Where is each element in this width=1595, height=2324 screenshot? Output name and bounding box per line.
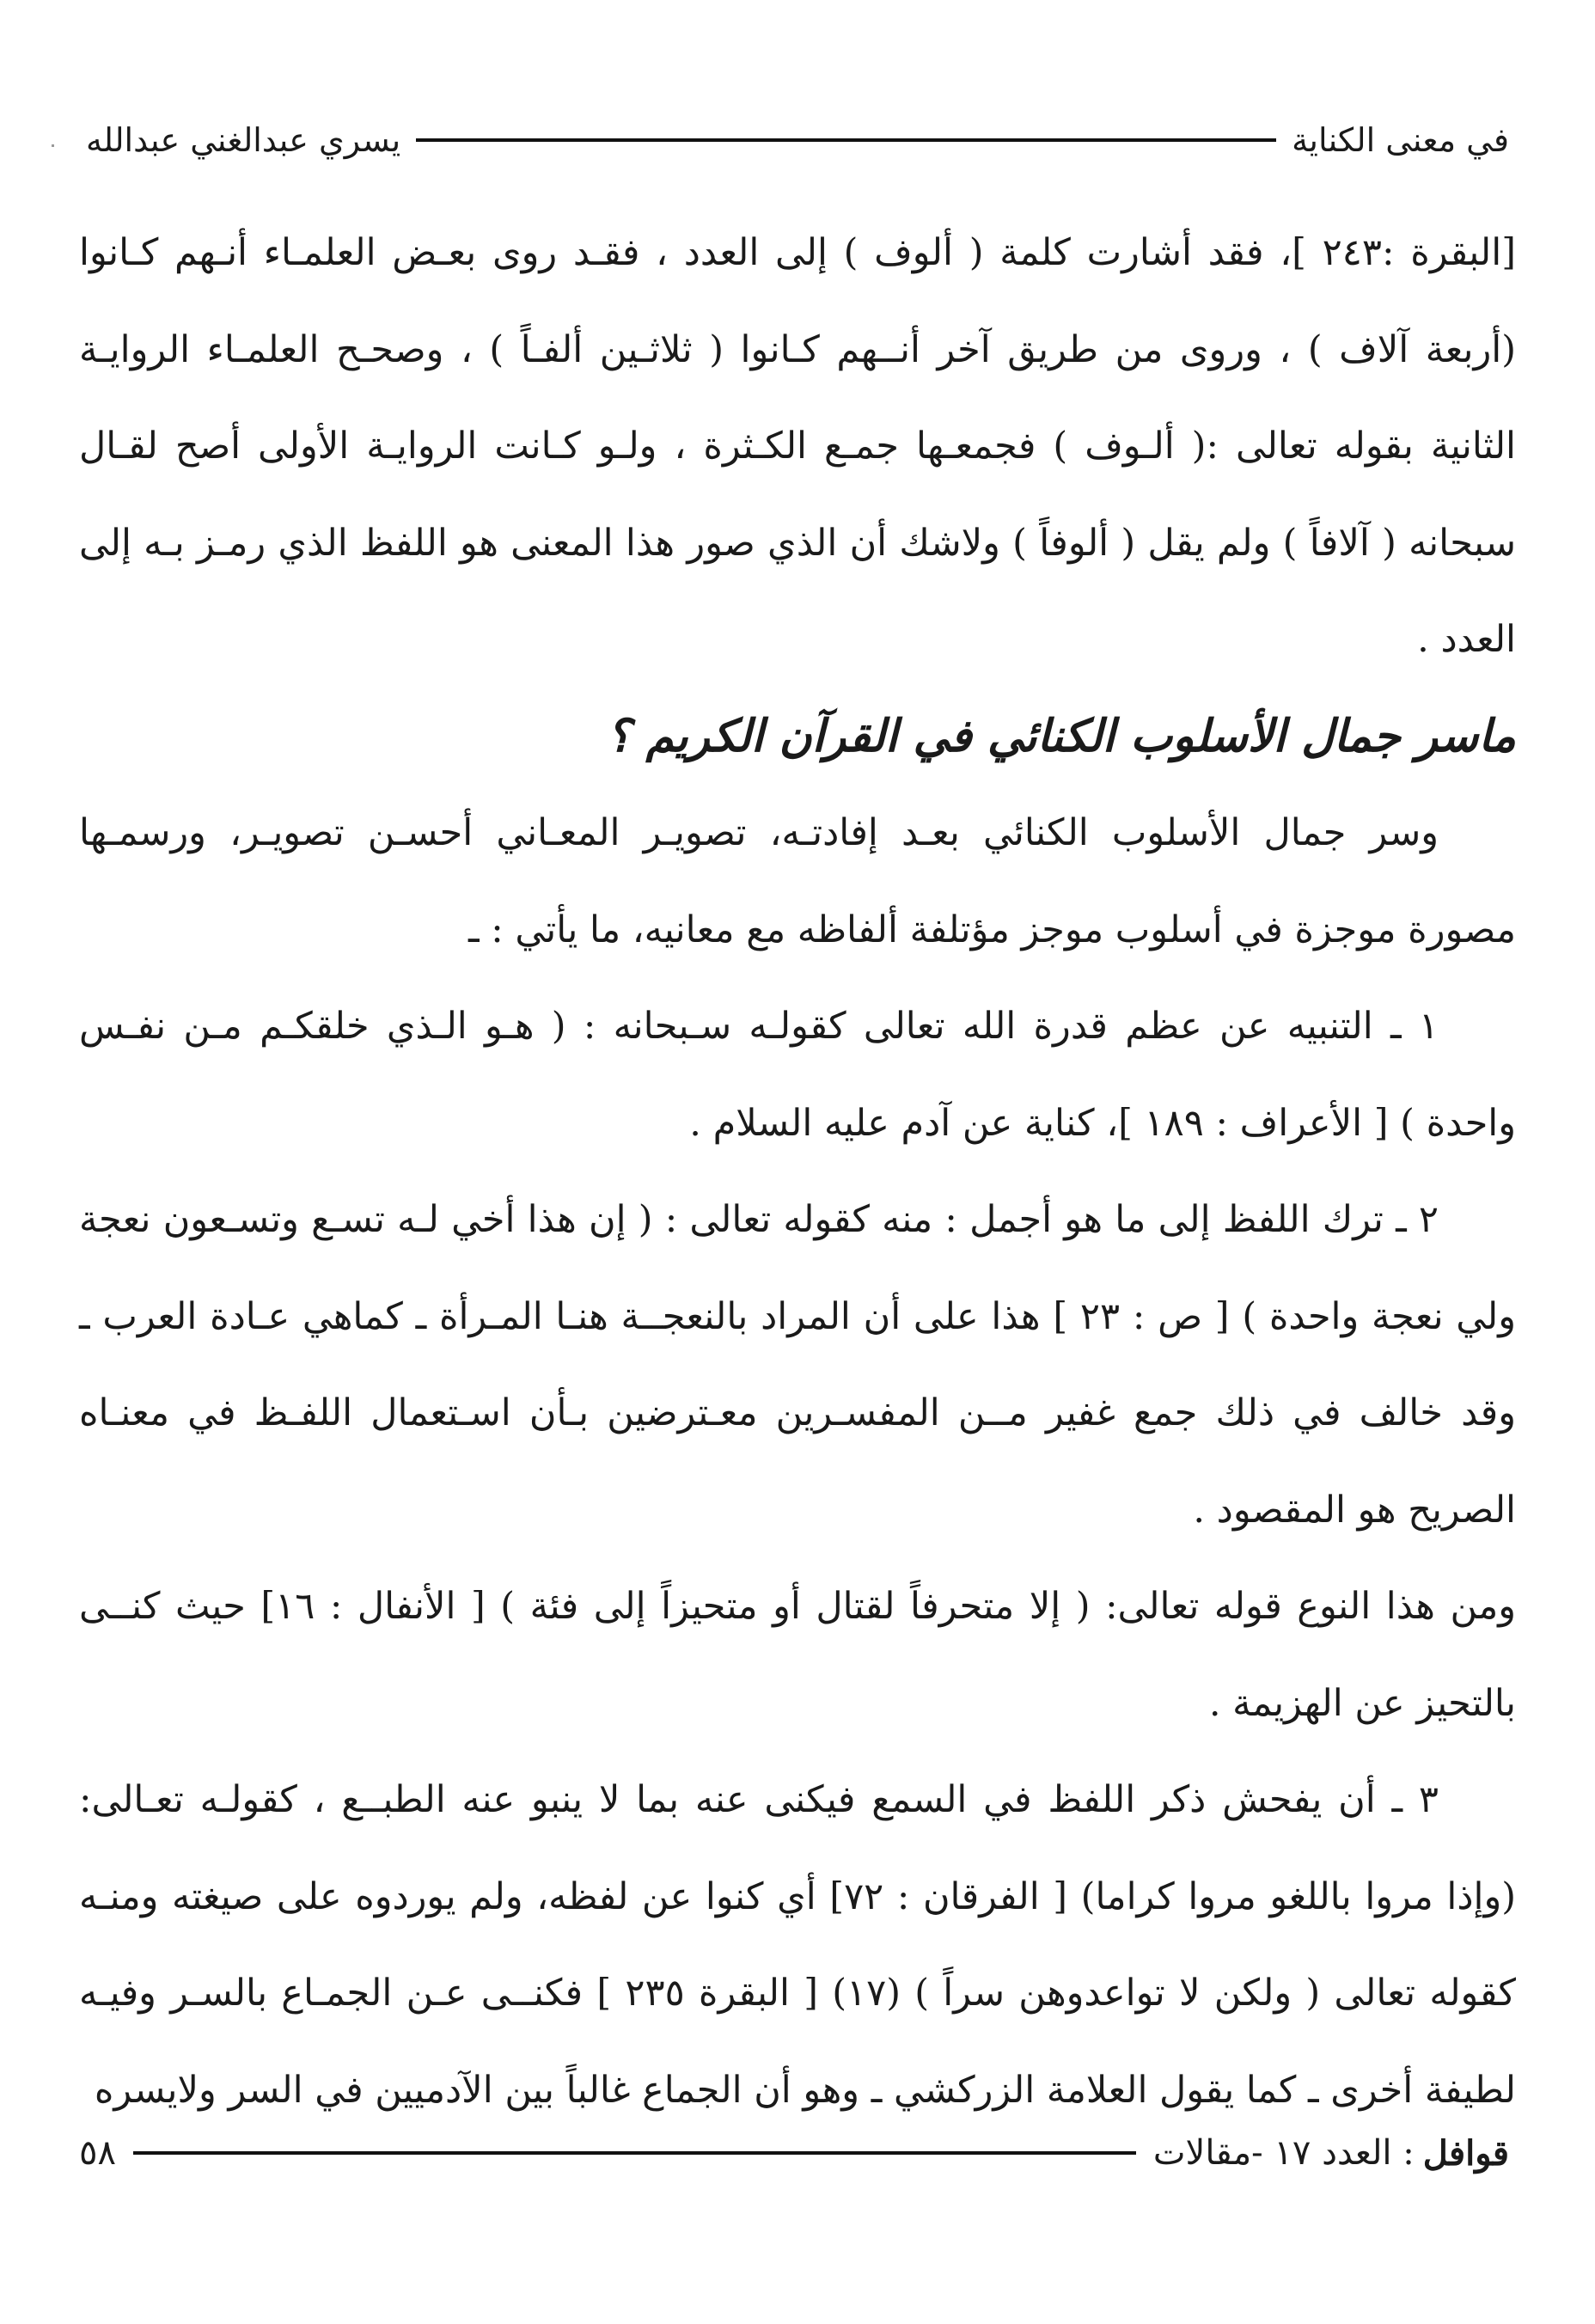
paragraph-point-3: ٣ ـ أن يفحش ذكر اللفظ في السمع فيكنى عنه بما لا ينبو عنه الطبــع ، كقولـه تعـالى: (وإذا مروا باللغو مروا كراما) [ الفرقان : ٧٢] أي كنوا عن لفظه، ولم يوردوه على صيغته ومنـه كقوله تعالى ( ولكن لا تواعدوهن سراً ) (١٧) [ البقرة ٢٣٥ ] فكنــى عـن الجمـاع بالسـر وفيـه لطيفة أخرى ـ كما يقول العلامة الزركشي ـ وهو أن الجماع غالباً بين الآدميين في السر ولايسره	[79, 1778, 1516, 2112]
footer-rule	[133, 2151, 1136, 2155]
section-heading: ماسر جمال الأسلوب الكنائي في القرآن الكريم ؟	[606, 709, 1516, 762]
paragraph-point-2: ٢ ـ ترك اللفظ إلى ما هو أجمل : منه كقوله تعالى : ( إن هذا أخي لـه تسـع وتسـعون نعجة ولي نعجة واحدة ) [ ص : ٢٣ ] هذا على أن المراد بالنعجــة هنـا المـرأة ـ كماهي عـادة العرب ـ وقد خالف في ذلك جمع غفير مــن المفسـرين معـترضين بـأن اسـتعمال اللفـظ في معنـاه الصريح هو المقصود .	[79, 1198, 1516, 1532]
paragraph-point-1: ١ ـ التنبيه عن عظم قدرة الله تعالى كقولـه سـبحانه : ( هـو الـذي خلقكـم مـن نفـس واحدة ) [ الأعراف : ١٨٩ ]، كناية عن آدم عليه السلام .	[79, 1005, 1516, 1145]
paragraph-intro: وسر جمال الأسلوب الكنائي بعـد إفادتـه، تصويـر المعـاني أحسـن تصويـر، ورسمـها مصورة موجزة في أسلوب موجز مؤتلفة ألفاظه مع معانيه، ما يأتي : ـ	[79, 811, 1516, 951]
article-title: في معنى الكناية	[1292, 121, 1509, 159]
issue-info: : العدد ١٧ -مقالات	[1152, 2133, 1415, 2173]
page-footer	[79, 2123, 1509, 2183]
journal-name: قوافل	[1422, 2132, 1509, 2174]
header-rule	[416, 138, 1276, 142]
scan-speck	[52, 144, 54, 147]
author-name: يسري عبدالغني عبدالله	[86, 121, 401, 159]
paragraph-continuation: [البقرة :٢٤٣ ]، فقد أشارت كلمة ( ألوف ) إلى العدد ، فقـد روى بعـض العلمـاء أنـهم كـانوا (أربعة آلاف ) ، وروى من طريق آخر أنــهم كـانوا ( ثلاثـين ألفـاً ) ، وصحـح العلمـاء الروايـة الثانية بقوله تعالى :( ألـوف ) فجمعـها جمـع الكـثرة ، ولـو كـانت الروايـة الأولى أصح لقـال سبحانه ( آلافاً ) ولم يقل ( ألوفاً ) ولاشك أن الذي صور هذا المعنى هو اللفظ الذي رمـز بـه إلى العدد .	[79, 231, 1517, 661]
running-header	[86, 110, 1509, 170]
paragraph-example: ومن هذا النوع قوله تعالى: ( إلا متحرفاً لقتال أو متحيزاً إلى فئة ) [ الأنفال : ١٦] حيث كنــى بالتحيز عن الهزيمة .	[79, 1585, 1517, 1725]
page-number: ٥٨	[79, 2133, 116, 2173]
body-text	[79, 205, 1516, 2138]
